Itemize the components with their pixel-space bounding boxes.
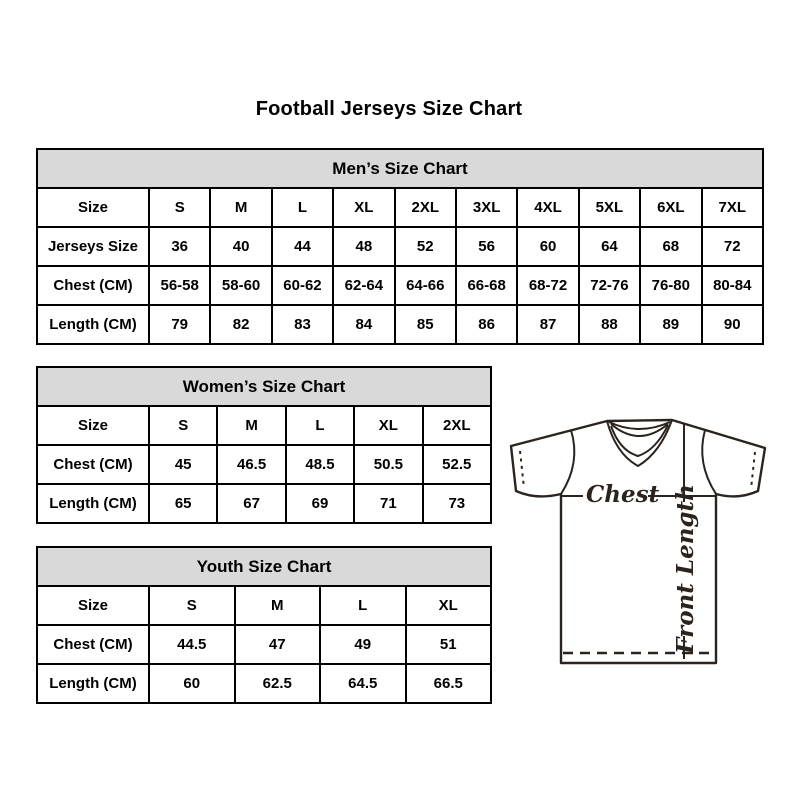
table-band-row xyxy=(37,547,491,586)
table-row xyxy=(37,445,491,484)
table-header-row xyxy=(37,586,491,625)
table-cell: 86 xyxy=(456,305,517,344)
table-cell: 56 xyxy=(456,227,517,266)
womens-table-title: Women’s Size Chart xyxy=(37,367,491,406)
youth-size-table xyxy=(36,546,492,704)
table-cell: 72-76 xyxy=(579,266,640,305)
table-cell: 90 xyxy=(702,305,763,344)
column-header: L xyxy=(286,406,354,445)
womens-size-table xyxy=(36,366,492,524)
jersey-measurement-diagram xyxy=(498,398,770,698)
table-cell: 60 xyxy=(517,227,578,266)
table-row xyxy=(37,227,763,266)
table-cell: 64 xyxy=(579,227,640,266)
table-cell: 87 xyxy=(517,305,578,344)
column-header: Size xyxy=(37,586,149,625)
youth-table-title: Youth Size Chart xyxy=(37,547,491,586)
table-cell: 76-80 xyxy=(640,266,701,305)
table-row xyxy=(37,625,491,664)
table-cell: 48.5 xyxy=(286,445,354,484)
table-cell: 52 xyxy=(395,227,456,266)
table-cell: 60-62 xyxy=(272,266,333,305)
table-cell: 66.5 xyxy=(406,664,492,703)
column-header: Size xyxy=(37,188,149,227)
table-cell: 68-72 xyxy=(517,266,578,305)
column-header: L xyxy=(320,586,406,625)
column-header: M xyxy=(235,586,321,625)
table-cell: 69 xyxy=(286,484,354,523)
column-header: M xyxy=(217,406,285,445)
table-cell: 47 xyxy=(235,625,321,664)
table-cell: 72 xyxy=(702,227,763,266)
table-cell: 48 xyxy=(333,227,394,266)
row-label: Chest (CM) xyxy=(37,445,149,484)
table-cell: 45 xyxy=(149,445,217,484)
column-header: 2XL xyxy=(395,188,456,227)
table-cell: 68 xyxy=(640,227,701,266)
table-cell: 83 xyxy=(272,305,333,344)
table-cell: 64-66 xyxy=(395,266,456,305)
column-header: Size xyxy=(37,406,149,445)
column-header: 5XL xyxy=(579,188,640,227)
table-cell: 89 xyxy=(640,305,701,344)
table-cell: 49 xyxy=(320,625,406,664)
table-cell: 85 xyxy=(395,305,456,344)
column-header: L xyxy=(272,188,333,227)
table-cell: 44 xyxy=(272,227,333,266)
table-cell: 51 xyxy=(406,625,492,664)
table-cell: 40 xyxy=(210,227,271,266)
row-label: Jerseys Size xyxy=(37,227,149,266)
table-cell: 79 xyxy=(149,305,210,344)
table-cell: 44.5 xyxy=(149,625,235,664)
table-cell: 64.5 xyxy=(320,664,406,703)
table-cell: 71 xyxy=(354,484,422,523)
column-header: XL xyxy=(406,586,492,625)
table-cell: 66-68 xyxy=(456,266,517,305)
table-cell: 62.5 xyxy=(235,664,321,703)
table-cell: 84 xyxy=(333,305,394,344)
row-label: Length (CM) xyxy=(37,305,149,344)
row-label: Length (CM) xyxy=(37,664,149,703)
column-header: 4XL xyxy=(517,188,578,227)
table-cell: 82 xyxy=(210,305,271,344)
table-row xyxy=(37,484,491,523)
table-row xyxy=(37,305,763,344)
column-header: M xyxy=(210,188,271,227)
table-cell: 58-60 xyxy=(210,266,271,305)
table-row xyxy=(37,266,763,305)
table-band-row xyxy=(37,149,763,188)
table-cell: 88 xyxy=(579,305,640,344)
column-header: S xyxy=(149,188,210,227)
table-cell: 80-84 xyxy=(702,266,763,305)
table-header-row xyxy=(37,188,763,227)
row-label: Chest (CM) xyxy=(37,625,149,664)
mens-table-title: Men’s Size Chart xyxy=(37,149,763,188)
table-header-row xyxy=(37,406,491,445)
front-length-label: Front Length xyxy=(672,484,699,654)
table-band-row xyxy=(37,367,491,406)
page-title: Football Jerseys Size Chart xyxy=(255,98,523,120)
table-cell: 65 xyxy=(149,484,217,523)
table-row xyxy=(37,664,491,703)
column-header: XL xyxy=(354,406,422,445)
column-header: 6XL xyxy=(640,188,701,227)
row-label: Length (CM) xyxy=(37,484,149,523)
column-header: 3XL xyxy=(456,188,517,227)
table-cell: 62-64 xyxy=(333,266,394,305)
table-cell: 50.5 xyxy=(354,445,422,484)
table-cell: 36 xyxy=(149,227,210,266)
table-cell: 73 xyxy=(423,484,491,523)
column-header: 7XL xyxy=(702,188,763,227)
table-cell: 60 xyxy=(149,664,235,703)
column-header: S xyxy=(149,406,217,445)
table-cell: 46.5 xyxy=(217,445,285,484)
row-label: Chest (CM) xyxy=(37,266,149,305)
table-cell: 52.5 xyxy=(423,445,491,484)
mens-size-table xyxy=(36,148,764,345)
chest-label: Chest xyxy=(586,481,660,508)
column-header: 2XL xyxy=(423,406,491,445)
table-cell: 56-58 xyxy=(149,266,210,305)
column-header: S xyxy=(149,586,235,625)
table-cell: 67 xyxy=(217,484,285,523)
column-header: XL xyxy=(333,188,394,227)
